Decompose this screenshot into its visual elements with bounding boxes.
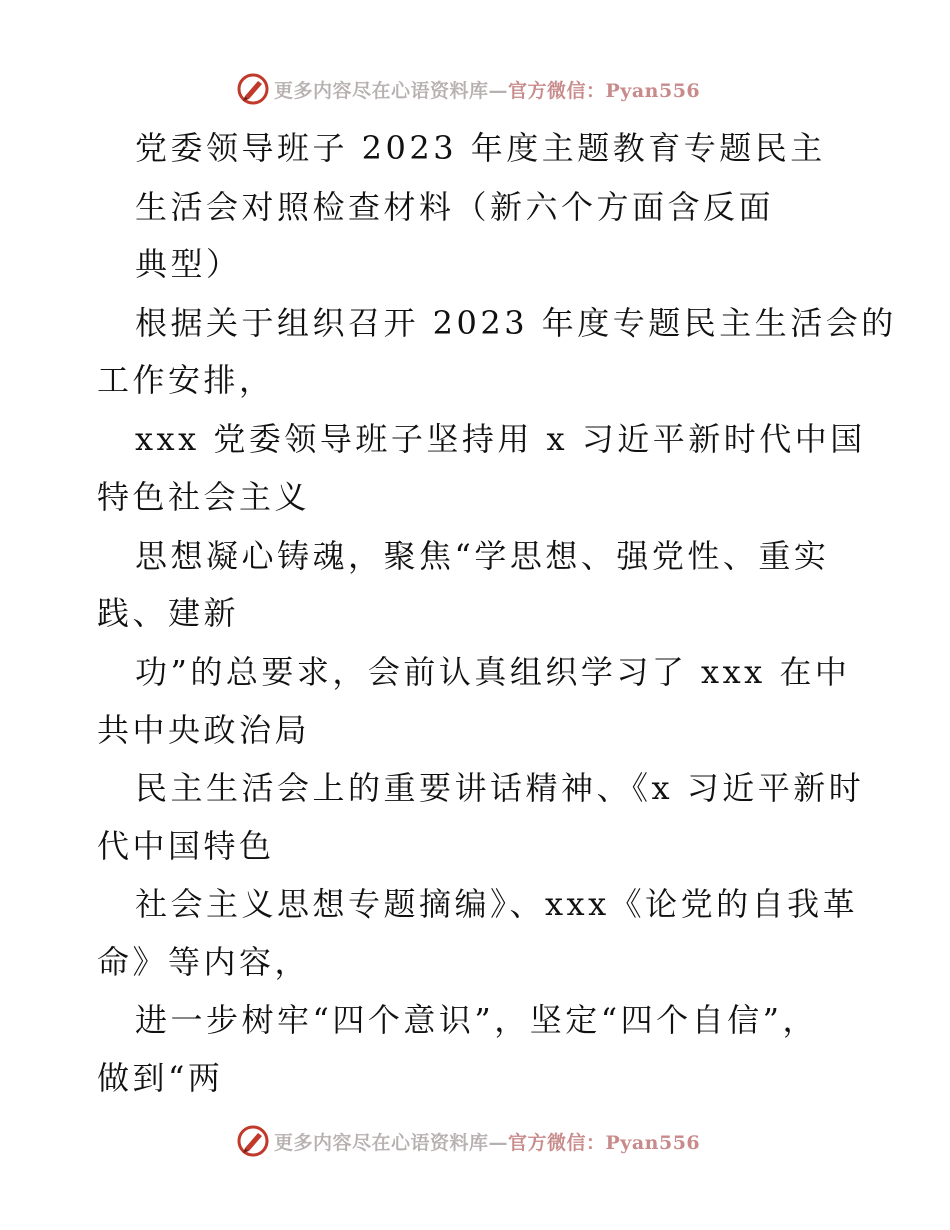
pen-logo-icon (236, 72, 270, 106)
body-line: 根据关于组织召开 2023 年度专题民主生活会的 (135, 304, 897, 342)
body-line: xxx 党委领导班子坚持用 x 习近平新时代中国 (135, 420, 866, 458)
body-line: 思想凝心铸魂，聚焦“学思想、强党性、重实 (135, 537, 830, 575)
body-line: 社会主义思想专题摘编》、xxx《论党的自我革 (135, 885, 859, 923)
body-line: 工作安排， (97, 361, 275, 399)
title-line-1: 党委领导班子 2023 年度主题教育专题民主 (135, 129, 826, 167)
body-line: 特色社会主义 (97, 478, 311, 516)
body-line: 民主生活会上的重要讲话精神、《x 习近平新时 (135, 769, 865, 807)
body-line: 命》等内容， (97, 943, 311, 981)
body-line: 做到“两 (97, 1059, 224, 1097)
header-watermark-text: 更多内容尽在心语资料库—官方微信：Pyan556 (274, 79, 701, 102)
body-line: 代中国特色 (97, 827, 275, 865)
footer-watermark-text: 更多内容尽在心语资料库—官方微信：Pyan556 (274, 1131, 701, 1154)
title-line-3: 典型） (135, 245, 242, 283)
body-line: 进一步树牢“四个意识”，坚定“四个自信”， (135, 1001, 818, 1039)
header-watermark (236, 72, 700, 106)
pen-logo-icon (236, 1124, 270, 1158)
body-line: 共中央政治局 (97, 711, 311, 749)
title-line-2: 生活会对照检查材料（新六个方面含反面 (135, 188, 775, 226)
body-line: 践、建新 (97, 594, 240, 632)
footer-watermark (236, 1124, 700, 1158)
body-line: 功”的总要求，会前认真组织学习了 xxx 在中 (135, 653, 851, 691)
